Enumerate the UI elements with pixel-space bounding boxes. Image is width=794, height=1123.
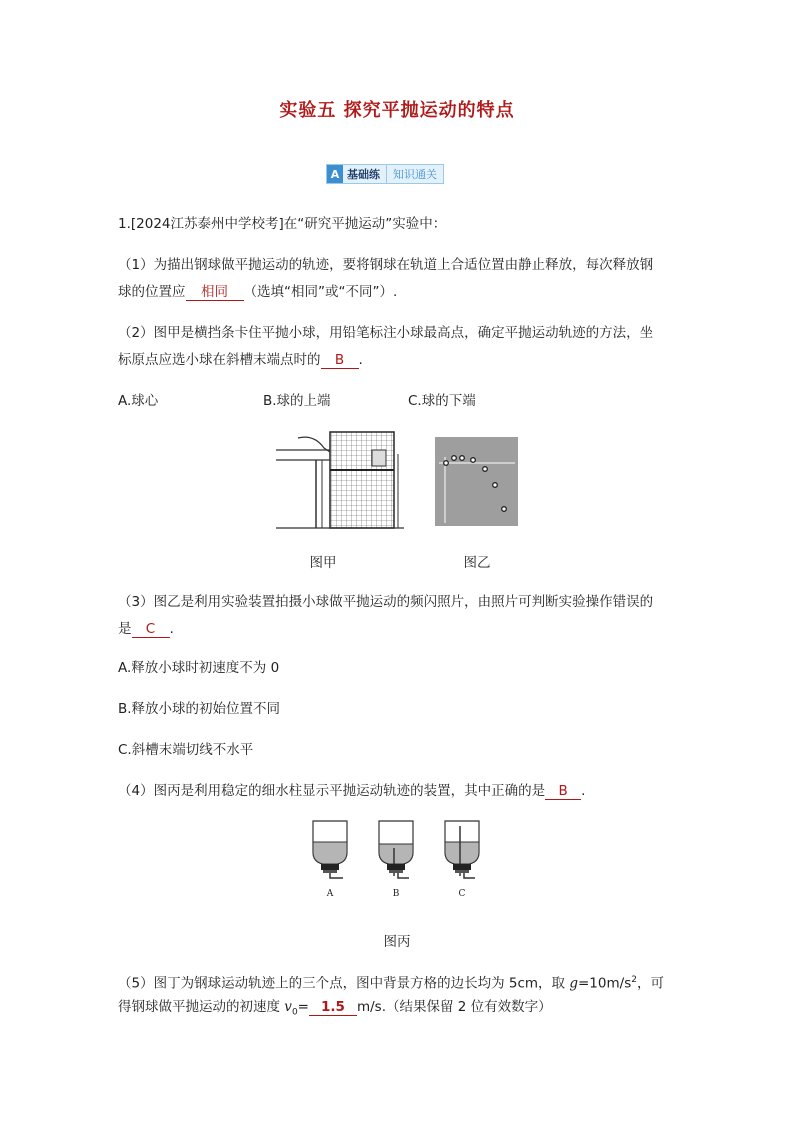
part2-line1: （2）图甲是横挡条卡住平抛小球，用铅笔标注小球最高点，确定平抛运动轨迹的方法，坐 (118, 325, 654, 341)
part4-line1: （4）图丙是利用稳定的细水柱显示平抛运动轨迹的装置，其中正确的是 B . (118, 783, 586, 799)
part5-line2: 得钢球做平抛运动的初速度 $v_0= 1.5$ m/s.（结果保留 2 位有效数字） (118, 999, 552, 1018)
caption-jia: 图甲 (309, 555, 337, 571)
part2-line2: 标原点应选小球在斜槽末端点时的 B . (118, 352, 363, 368)
part1-line1: （1）为描出钢球做平抛运动的轨迹，要将钢球在轨道上合适位置由静止释放，每次释放钢 (118, 257, 654, 273)
section-badge (326, 164, 444, 184)
bottle-label-c: C (458, 889, 466, 899)
figure-jia (276, 430, 404, 530)
badge-knowledge: 知识通关 (386, 165, 443, 183)
caption-bing: 图丙 (383, 934, 411, 950)
part1-line2: 球的位置应 相同 （选填“相同”或“不同”）. (118, 284, 398, 300)
option-2a: A.球心 (118, 393, 159, 409)
figure-yi (435, 437, 518, 526)
question-stem: 1.[2024江苏泰州中学校考]在“研究平抛运动”实验中： (118, 216, 447, 232)
page-title: 实验五 探究平抛运动的特点 (279, 100, 515, 121)
answer-blank-1: 相同 (186, 284, 244, 301)
bottle-a (313, 821, 347, 878)
part5-line1: （5）图丁为钢球运动轨迹上的三个点，图中背景方格的边长均为 5cm，取 $g=10m/s^2$，可 (118, 975, 664, 992)
answer-blank-3: C (132, 621, 170, 638)
part3-line2: 是 C . (118, 621, 174, 637)
badge-basic: 基础练 (347, 168, 380, 181)
answer-blank-2: B (321, 352, 359, 369)
bottle-label-a: A (326, 889, 334, 899)
figure-bing (305, 818, 490, 903)
bottle-b (379, 821, 413, 878)
part3-line1: （3）图乙是利用实验装置拍摄小球做平抛运动的频闪照片，由照片可判断实验操作错误的 (118, 594, 654, 610)
bottle-label-b: B (392, 889, 400, 899)
badge-letter: A (327, 165, 343, 183)
answer-blank-5: 1.5 (309, 999, 357, 1016)
bottle-c (445, 821, 479, 878)
caption-yi: 图乙 (463, 555, 491, 571)
option-3c: C.斜槽末端切线不水平 (118, 742, 254, 758)
option-3a: A.释放小球时初速度不为 0 (118, 660, 280, 676)
option-2c: C.球的下端 (408, 393, 476, 409)
option-2b: B.球的上端 (263, 393, 331, 409)
option-3b: B.释放小球的初始位置不同 (118, 701, 281, 717)
answer-blank-4: B (545, 783, 581, 800)
